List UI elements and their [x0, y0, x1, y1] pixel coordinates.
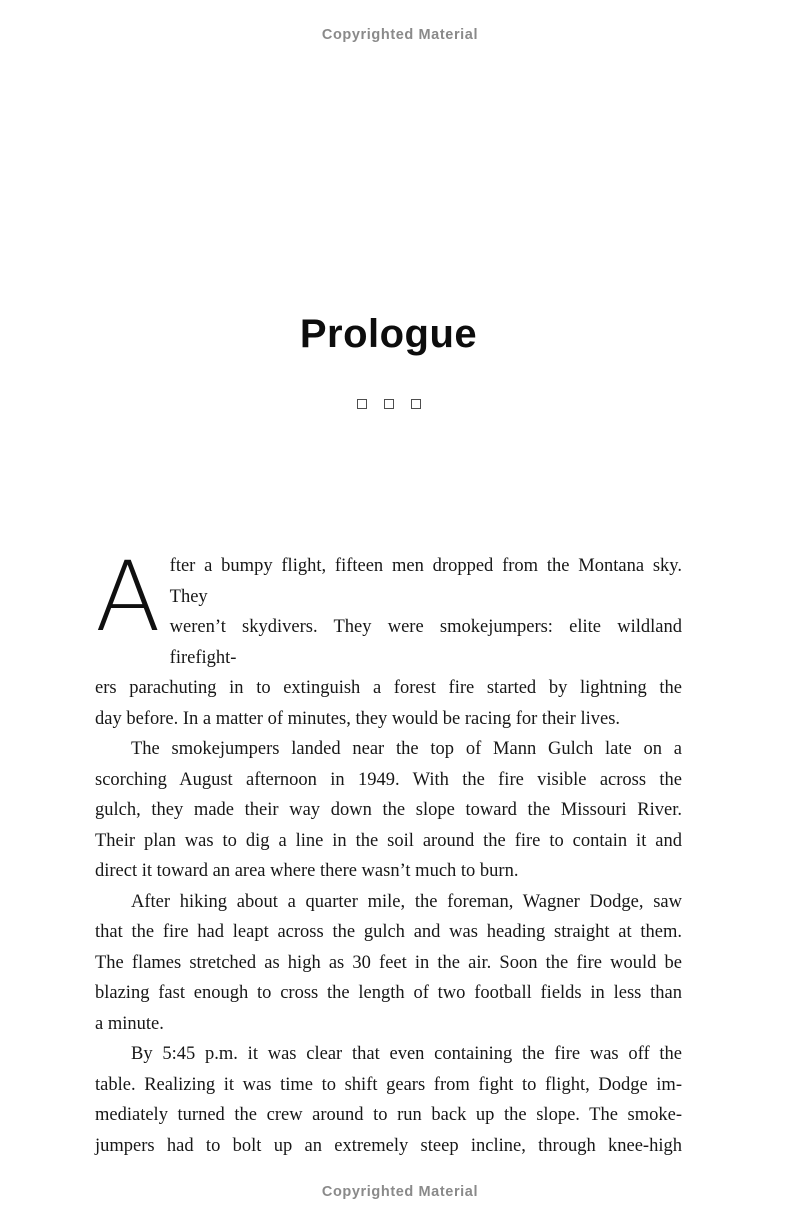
body-text — [95, 541, 682, 1161]
chapter-title: Prologue — [299, 312, 478, 356]
paragraph — [95, 541, 682, 734]
text-line: mediately turned the crew around to run back up the slope. The smoke- — [95, 1105, 682, 1125]
drop-cap: A — [95, 541, 161, 653]
text-line: ers parachuting in to extinguish a forest fire started by lightning the — [95, 678, 682, 698]
text-line: scorching August afternoon in 1949. With the fire visible across the — [95, 769, 682, 790]
text-line: jumpers had to bolt up an extremely steep incline, through knee-high — [95, 1135, 682, 1156]
text-line: that the fire had leapt across the gulch and was heading straight at them. — [95, 922, 682, 942]
paragraph — [95, 734, 682, 887]
text-line: a minute. — [95, 1013, 164, 1034]
copyright-watermark-top: Copyrighted Material — [321, 27, 479, 43]
text-line: After hiking about a quarter mile, the foreman, Wagner Dodge, saw — [131, 891, 682, 912]
text-line: blazing fast enough to cross the length of two football fields in less than — [95, 983, 682, 1003]
text-line: direct it toward an area where there wasn’t much to burn. — [95, 861, 519, 881]
copyright-watermark-bottom: Copyrighted Material — [321, 1184, 479, 1200]
paragraph — [95, 887, 682, 1040]
text-line: weren’t skydivers. They were smokejumpers: elite wildland firefight- — [169, 617, 682, 668]
chapter-ornament — [95, 398, 682, 410]
ornament-square-icon — [411, 399, 421, 409]
text-line: Their plan was to dig a line in the soil around the fire to contain it and — [95, 830, 682, 851]
text-line: table. Realizing it was time to shift gears from fight to flight, Dodge im- — [95, 1074, 682, 1095]
paragraph — [95, 1039, 682, 1161]
text-line: The flames stretched as high as 30 feet in the air. Soon the fire would be — [95, 952, 682, 973]
text-line: By 5:45 p.m. it was clear that even containing the fire was off the — [131, 1044, 682, 1064]
text-line: day before. In a matter of minutes, they would be racing for their lives. — [95, 708, 621, 729]
ornament-square-icon — [384, 399, 394, 409]
page-content — [95, 0, 682, 1161]
text-line: fter a bumpy flight, fifteen men dropped from the Montana sky. They — [169, 556, 682, 607]
text-line: The smokejumpers landed near the top of Mann Gulch late on a — [131, 739, 682, 759]
text-line: gulch, they made their way down the slope toward the Missouri River. — [95, 800, 682, 820]
ornament-square-icon — [357, 399, 367, 409]
